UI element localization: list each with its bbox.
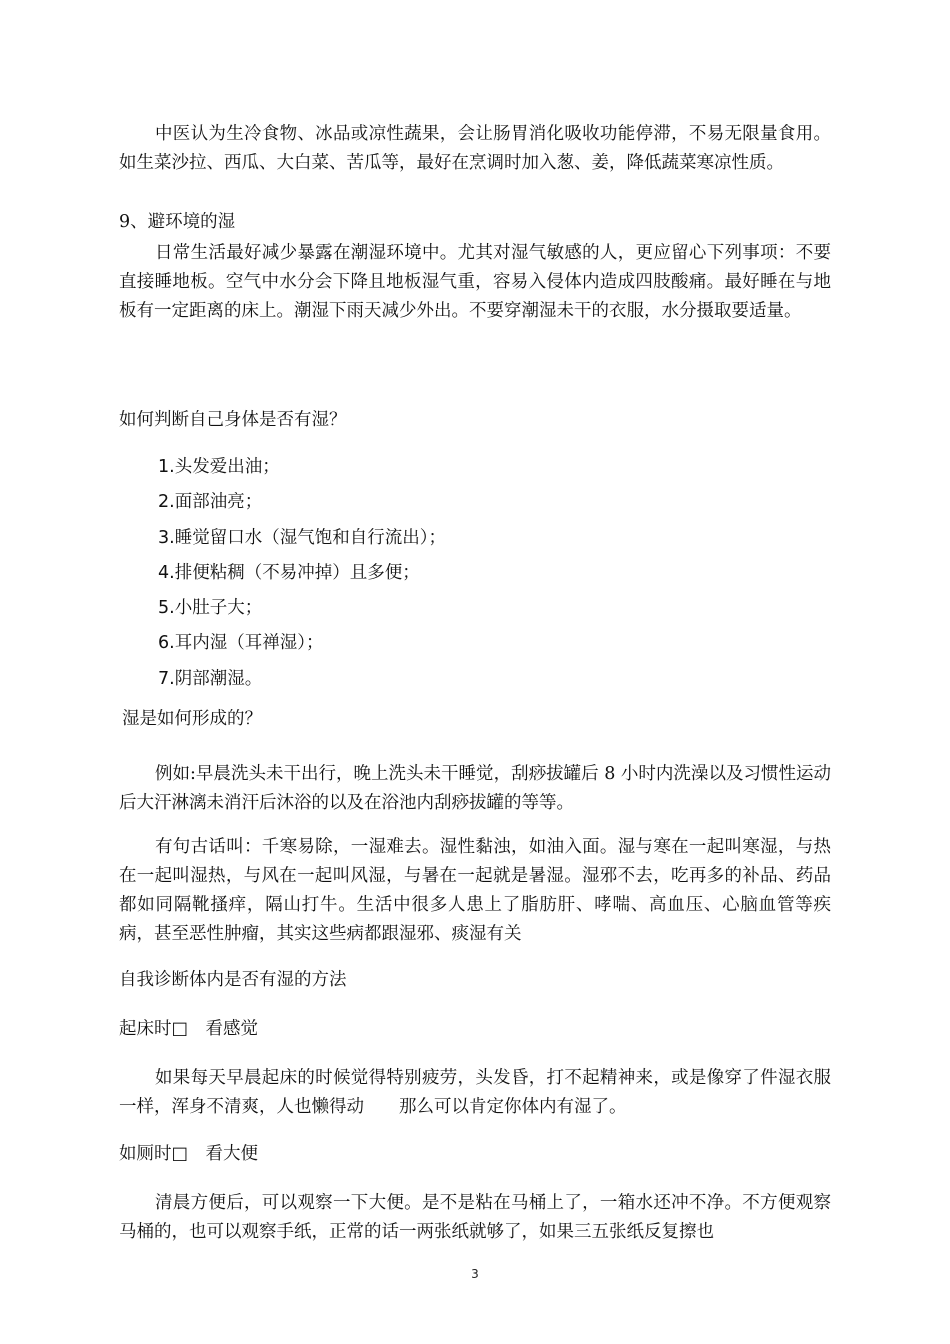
heading-how-to-judge-dampness: 如何判断自己身体是否有湿？	[119, 410, 347, 430]
paragraph-old-saying: 有句古话叫：千寒易除，一湿难去。湿性黏浊，如油入面。湿与寒在一起叫寒湿，与热在一起叫湿热，与风在一起叫风湿，与暑在一起就是暑湿。湿邪不去，吃再多的补品、药品都如同隔靴搔痒，隔山打牛。生活中很多人患上了脂肪肝、哮喘、高血压、心脑血管等疾病，甚至恶性肿瘤，其实这些病都跟湿邪、痰湿有关	[119, 837, 831, 944]
heading-toilet: 如厕时□ 看大便	[119, 1144, 259, 1164]
heading-how-dampness-forms: 湿是如何形成的？	[122, 709, 262, 729]
symptom-list	[158, 452, 446, 699]
list-item: 1.头发爱出油；	[158, 457, 280, 477]
paragraph-cold-food: 中医认为生冷食物、冰品或凉性蔬果，会让肠胃消化吸收功能停滞，不易无限量食用。如生菜沙拉、西瓜、大白菜、苦瓜等，最好在烹调时加入葱、姜，降低蔬菜寒凉性质。	[119, 124, 831, 173]
list-item: 3.睡觉留口水（湿气饱和自行流出）；	[158, 527, 446, 548]
heading-self-diagnosis: 自我诊断体内是否有湿的方法	[119, 970, 347, 990]
list-item: 4.排便粘稠（不易冲掉）且多便；	[158, 562, 420, 583]
paragraph-examples: 例如:早晨洗头未干出行，晚上洗头未干睡觉，刮痧拔罐后 8 小时内洗澡以及习惯性运动后大汗淋漓未消汗后沐浴的以及在浴池内刮痧拔罐的等等。	[119, 764, 831, 813]
list-item: 7.阴部潮湿。	[158, 668, 263, 689]
page-number: 3	[471, 1267, 479, 1281]
list-item: 5.小肚子大；	[158, 598, 263, 619]
paragraph-environment-dampness: 日常生活最好减少暴露在潮湿环境中。尤其对湿气敏感的人，更应留心下列事项：不要直接睡地板。空气中水分会下降且地板湿气重，容易入侵体内造成四肢酸痛。最好睡在与地板有一定距离的床上。潮湿下雨天减少外出。不要穿潮湿未干的衣服，水分摄取要适量。	[119, 243, 831, 321]
paragraph-stool-observation: 清晨方便后，可以观察一下大便。是不是粘在马桶上了，一箱水还冲不净。不方便观察马桶的，也可以观察手纸，正常的话一两张纸就够了，如果三五张纸反复擦也	[119, 1193, 831, 1242]
list-item: 6.耳内湿（耳禅湿）；	[158, 633, 324, 654]
heading-on-waking: 起床时□ 看感觉	[119, 1019, 259, 1039]
paragraph-morning-fatigue: 如果每天早晨起床的时候觉得特别疲劳，头发昏，打不起精神来，或是像穿了件湿衣服一样，浑身不清爽，人也懒得动 那么可以肯定你体内有湿了。	[119, 1068, 831, 1117]
heading-avoid-environment-dampness: 9、避环境的湿	[119, 212, 236, 232]
list-item: 2.面部油亮；	[158, 492, 263, 513]
